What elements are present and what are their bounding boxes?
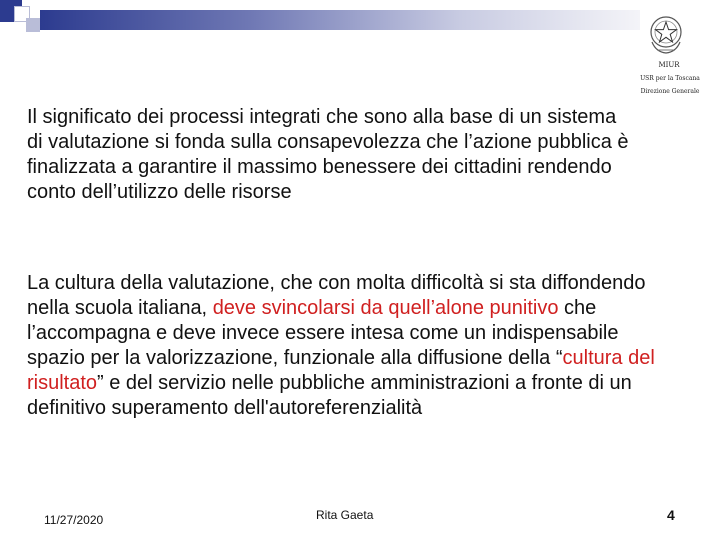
org-subtitle: USR per la Toscana — [640, 75, 700, 82]
paragraph-intro: Il significato dei processi integrati che sono alla base di un sistema di valutazione si fonda sulla consapevolezza che l’azione pubblica è finalizzata a garantire il massimo benessere dei cittadini rendendo conto dell’utilizzo delle risorse — [27, 106, 629, 203]
footer-date: 11/27/2020 — [44, 513, 104, 527]
italian-republic-emblem-icon — [646, 12, 686, 56]
highlight-text: cultura del risultato — [27, 347, 655, 394]
org-department: Direzione Generale — [640, 88, 700, 95]
paragraph-text: ” e del servizio nelle pubbliche amministrazioni a fronte di un definitivo superamento dell'autoreferenzialità — [27, 372, 632, 419]
decorative-square-white — [6, 26, 20, 40]
org-name: MIUR — [658, 61, 680, 69]
decorative-square-light — [26, 18, 40, 32]
paragraph-text: La cultura della valutazione, che con molta difficoltà si sta diffondendo nella scuola italiana, — [27, 272, 646, 319]
paragraph-text: che l’accompagna e deve invece essere intesa come un indispensabile spazio per la valorizzazione, funzionale alla diffusione della “ — [27, 297, 619, 369]
footer-author: Rita Gaeta — [316, 508, 374, 522]
page-number: 4 — [667, 507, 675, 523]
highlight-text: deve svincolarsi da quell’alone punitivo — [212, 297, 559, 319]
header-gradient-bar — [40, 10, 640, 30]
paragraph-evaluation-culture — [27, 271, 677, 421]
